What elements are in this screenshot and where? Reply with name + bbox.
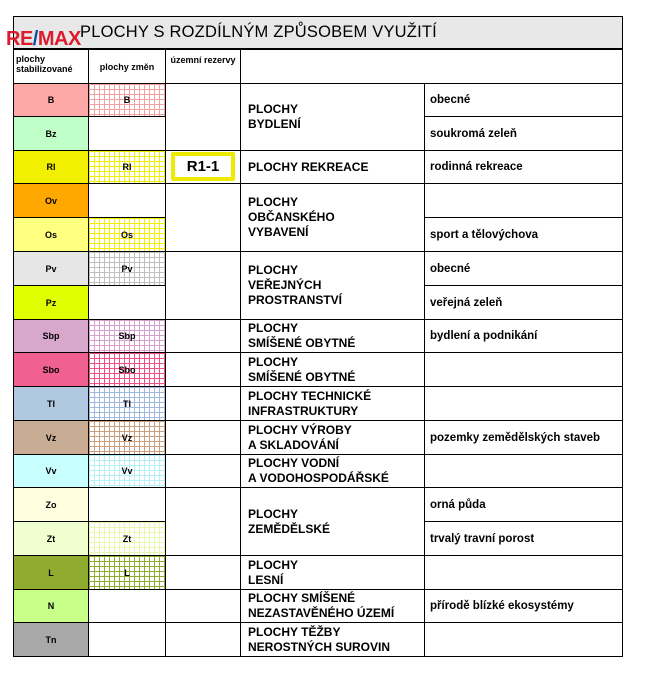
category-label [248,355,355,385]
stabilized-code: N [47,601,55,611]
category-cell [240,420,425,455]
header-reserves: územní rezervy [165,49,241,84]
category-line: BYDLENÍ [248,117,301,131]
stabilized-code: Tn [45,634,57,645]
change-swatch-ov [88,183,166,218]
stabilized-code: Zo [45,499,57,510]
change-code: Pv [121,263,133,274]
category-label [248,321,355,351]
category-cell [240,319,425,353]
category-line: PLOCHY TĚŽBY [248,624,341,639]
change-swatch-os [88,217,166,252]
stabilized-swatch-tn [13,622,89,657]
subtype-cell [424,83,623,117]
stabilized-swatch-pv [13,251,89,286]
reserve-cell [165,319,241,353]
category-line: NEZASTAVĚNÉHO ÚZEMÍ [248,606,395,620]
logo-text-left: RE [6,28,33,50]
stabilized-code: Vz [45,432,57,443]
subtype-cell [424,555,623,590]
category-line: LESNÍ [248,572,284,587]
subtype-cell [424,319,623,353]
category-line: OBČANSKÉHO [248,210,335,224]
stabilized-code: B [47,95,55,105]
category-line: A SKLADOVÁNÍ [248,437,339,452]
reserve-cell [165,83,241,151]
change-code: Rl [122,162,132,172]
subtype-cell [424,622,623,657]
reserve-cell [165,589,241,623]
stabilized-swatch-b [13,83,89,117]
reserve-cell [165,487,241,556]
reserve-cell [165,622,241,657]
category-label [248,389,371,419]
change-swatch-vv [88,454,166,488]
subtype-cell [424,521,623,556]
reserve-cell [165,420,241,455]
change-swatch-tn [88,622,166,657]
change-swatch-zo [88,487,166,522]
stabilized-code: Sbp [42,331,60,341]
subtype-label: rodinná rekreace [430,161,523,173]
subtype-cell [424,217,623,252]
change-code: Vv [121,466,133,476]
category-line: NEROSTNÝCH SUROVIN [248,639,391,654]
stabilized-swatch-zt [13,521,89,556]
subtype-cell [424,150,623,184]
stabilized-swatch-vz [13,420,89,455]
subtype-label: obecné [430,94,471,106]
subtype-cell [424,183,623,218]
stabilized-swatch-l [13,555,89,590]
stabilized-code: Ov [44,195,57,206]
change-swatch-tl [88,386,166,421]
stabilized-swatch-rl [13,150,89,184]
header-empty [240,49,623,84]
subtype-cell [424,589,623,623]
category-cell [240,487,425,556]
stabilized-swatch-n [13,589,89,623]
legend-table [13,16,623,656]
category-label [248,160,368,175]
reserve-cell [165,454,241,488]
stabilized-swatch-zo [13,487,89,522]
subtype-label: trvalý travní porost [430,532,535,545]
change-swatch-rl [88,150,166,184]
category-line: SMÍŠENÉ OBYTNÉ [248,336,356,350]
stabilized-code: Bz [45,128,57,139]
stabilized-swatch-sbp [13,319,89,353]
stabilized-code: Os [44,229,57,240]
subtype-label: obecné [430,262,471,275]
category-line: SMÍŠENÉ OBYTNÉ [248,369,356,384]
subtype-cell [424,116,623,151]
subtype-cell [424,251,623,286]
change-swatch-vz [88,420,166,455]
subtype-label: soukromá zeleň [430,127,517,140]
category-cell [240,589,425,623]
subtype-cell [424,386,623,421]
category-line: A VODOHOSPODÁŘSKÉ [248,471,389,485]
category-line: PLOCHY VÝROBY [248,422,352,437]
category-label [248,558,298,588]
subtype-cell [424,352,623,387]
subtype-label: bydlení a podnikání [430,330,538,342]
stabilized-swatch-os [13,217,89,252]
category-cell [240,183,425,252]
stabilized-code: L [48,567,54,578]
category-cell [240,386,425,421]
category-label [248,423,352,453]
subtype-cell [424,420,623,455]
subtype-label: přírodě blízké ekosystémy [430,600,574,612]
category-label [248,195,335,240]
category-line: PLOCHY TECHNICKÉ [248,388,372,403]
header-stabilized: plochy stabilizované [13,49,89,84]
category-label [248,263,342,308]
category-line: PLOCHY VODNÍ [248,456,340,470]
remax-logo [6,28,81,50]
stabilized-swatch-pz [13,285,89,320]
table-title: PLOCHY S ROZDÍLNÝM ZPŮSOBEM VYUŽITÍ [13,16,623,49]
stabilized-code: Pv [45,263,57,274]
subtype-cell [424,454,623,488]
reserve-cell [165,386,241,421]
change-code: Tl [123,398,131,409]
category-cell [240,251,425,320]
subtype-label: veřejná zeleň [430,296,503,309]
category-line: ZEMĚDĚLSKÉ [248,521,331,536]
change-code: Os [120,229,133,240]
stabilized-code: Pz [45,297,57,308]
subtype-label: orná půda [430,498,486,511]
change-swatch-l [88,555,166,590]
logo-text-right: MAX [37,28,81,50]
stabilized-code: Vv [45,466,57,476]
change-code: B [123,95,131,105]
header-changes: plochy změn [88,49,166,84]
stabilized-code: Rl [46,162,56,172]
category-label [248,507,330,537]
category-line: PLOCHY [248,321,299,335]
change-swatch-n [88,589,166,623]
reserve-cell [165,555,241,590]
category-cell [240,150,425,184]
category-line: PLOCHY [248,354,299,369]
category-line: PROSTRANSTVÍ [248,293,343,307]
category-line: PLOCHY [248,557,299,572]
change-code: L [124,567,130,578]
category-line: PLOCHY REKREACE [248,159,369,174]
change-code: Sbo [118,364,136,375]
stabilized-swatch-sbo [13,352,89,387]
category-cell [240,454,425,488]
category-line: PLOCHY [248,263,299,277]
category-line: PLOCHY [248,195,299,209]
stabilized-swatch-bz [13,116,89,151]
change-swatch-zt [88,521,166,556]
stabilized-code: Tl [47,398,55,409]
reserve-cell [165,352,241,387]
change-code: Vz [121,432,133,443]
subtype-label: pozemky zemědělských staveb [430,431,601,444]
change-swatch-sbo [88,352,166,387]
category-line: PLOCHY [248,102,299,116]
change-code: Sbp [118,331,136,341]
stabilized-swatch-tl [13,386,89,421]
subtype-label: sport a tělovýchova [430,228,539,241]
category-label [248,591,394,621]
change-code: Zt [122,533,132,544]
subtype-cell [424,487,623,522]
stabilized-code: Zt [46,533,56,544]
category-cell [240,622,425,657]
stabilized-code: Sbo [42,364,60,375]
change-swatch-bz [88,116,166,151]
change-swatch-pz [88,285,166,320]
change-swatch-b [88,83,166,117]
category-cell [240,555,425,590]
change-swatch-sbp [88,319,166,353]
category-line: VYBAVENÍ [248,225,309,239]
stabilized-swatch-vv [13,454,89,488]
subtype-cell [424,285,623,320]
category-cell [240,83,425,151]
logo-slash: / [32,28,38,50]
reserve-badge-r1-1: R1-1 [171,152,235,181]
category-line: VEŘEJNÝCH [248,278,322,292]
stabilized-swatch-ov [13,183,89,218]
category-line: PLOCHY [248,506,299,521]
category-label [248,102,301,132]
reserve-cell [165,183,241,252]
category-line: INFRASTRUKTURY [248,403,359,418]
category-line: PLOCHY SMÍŠENÉ [248,591,356,605]
reserve-cell [165,251,241,320]
reserve-cell [165,150,241,184]
change-swatch-pv [88,251,166,286]
category-label [248,456,389,486]
category-label [248,625,390,655]
category-cell [240,352,425,387]
